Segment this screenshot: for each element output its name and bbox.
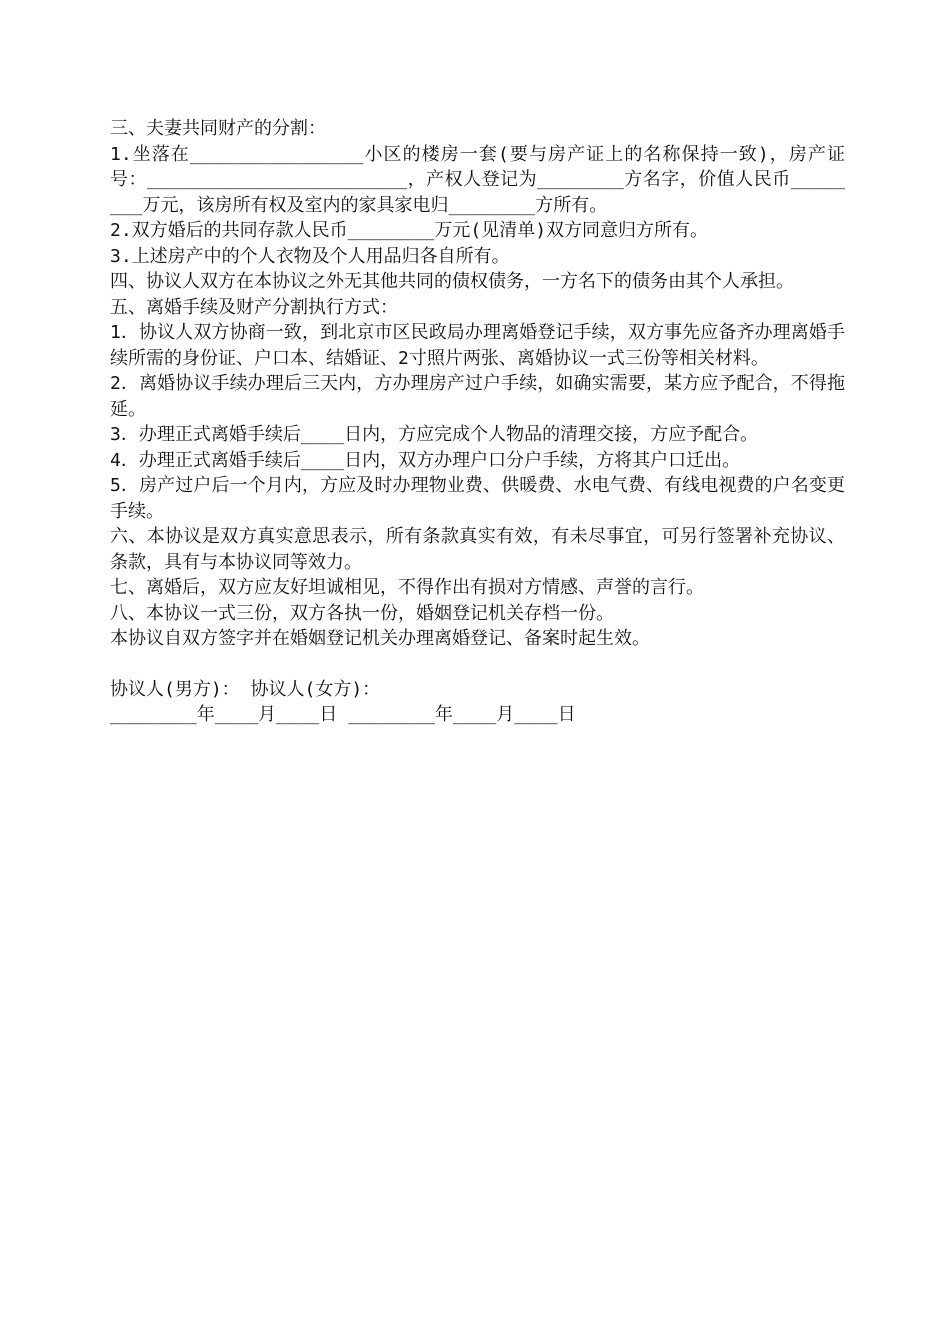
signature-line: 协议人(男方)： 协议人(女方)： (110, 678, 381, 700)
section-seven: 七、离婚后，双方应友好坦诚相见，不得作出有损对方情感、声誉的言行。 (110, 577, 704, 598)
section-three-heading: 三、夫妻共同财产的分割： (110, 118, 326, 139)
procedure-3: 3．办理正式离婚手续后____日内，方应完成个人物品的清理交接，方应予配合。 (110, 424, 759, 445)
blank-line (110, 652, 845, 677)
section-four: 四、协议人双方在本协议之外无其他共同的债权债务，一方名下的债务由其个人承担。 (110, 271, 794, 292)
clause-house: 1.坐落在________________小区的楼房一套(要与房产证上的名称保持一致)，房产证号：________________________，产权人登记为________方名字，价值人民币________万元，该房所有权及室内的家具家电归________方所有。 (110, 143, 845, 216)
effective-clause: 本协议自双方签字并在婚姻登记机关办理离婚登记、备案时起生效。 (110, 628, 650, 649)
agreement-body (110, 116, 845, 728)
procedure-4: 4．办理正式离婚手续后____日内，双方办理户口分户手续，方将其户口迁出。 (110, 449, 741, 471)
procedure-1: 1．协议人双方协商一致，到北京市区民政局办理离婚登记手续，双方事先应备齐办理离婚手续所需的身份证、户口本、结婚证、2寸照片两张、离婚协议一式三份等相关材料。 (110, 322, 845, 369)
section-five-heading: 五、离婚手续及财产分割执行方式： (110, 296, 398, 318)
clause-deposit: 2.双方婚后的共同存款人民币________万元(见清单)双方同意归方所有。 (110, 220, 709, 241)
section-six: 六、本协议是双方真实意思表示，所有条款真实有效，有未尽事宜，可另行签署补充协议、条款，具有与本协议同等效力。 (110, 526, 845, 573)
procedure-5: 5．房产过户后一个月内，方应及时办理物业费、供暖费、水电气费、有线电视费的户名变更手续。 (110, 475, 845, 522)
date-line: ________年____月____日 ________年____月____日 (110, 704, 576, 725)
clause-personal-items: 3.上述房产中的个人衣物及个人用品归各自所有。 (110, 245, 510, 267)
section-eight: 八、本协议一式三份，双方各执一份，婚姻登记机关存档一份。 (110, 602, 614, 624)
procedure-2: 2．离婚协议手续办理后三天内，方办理房产过户手续，如确实需要，某方应予配合，不得拖延。 (110, 373, 845, 420)
